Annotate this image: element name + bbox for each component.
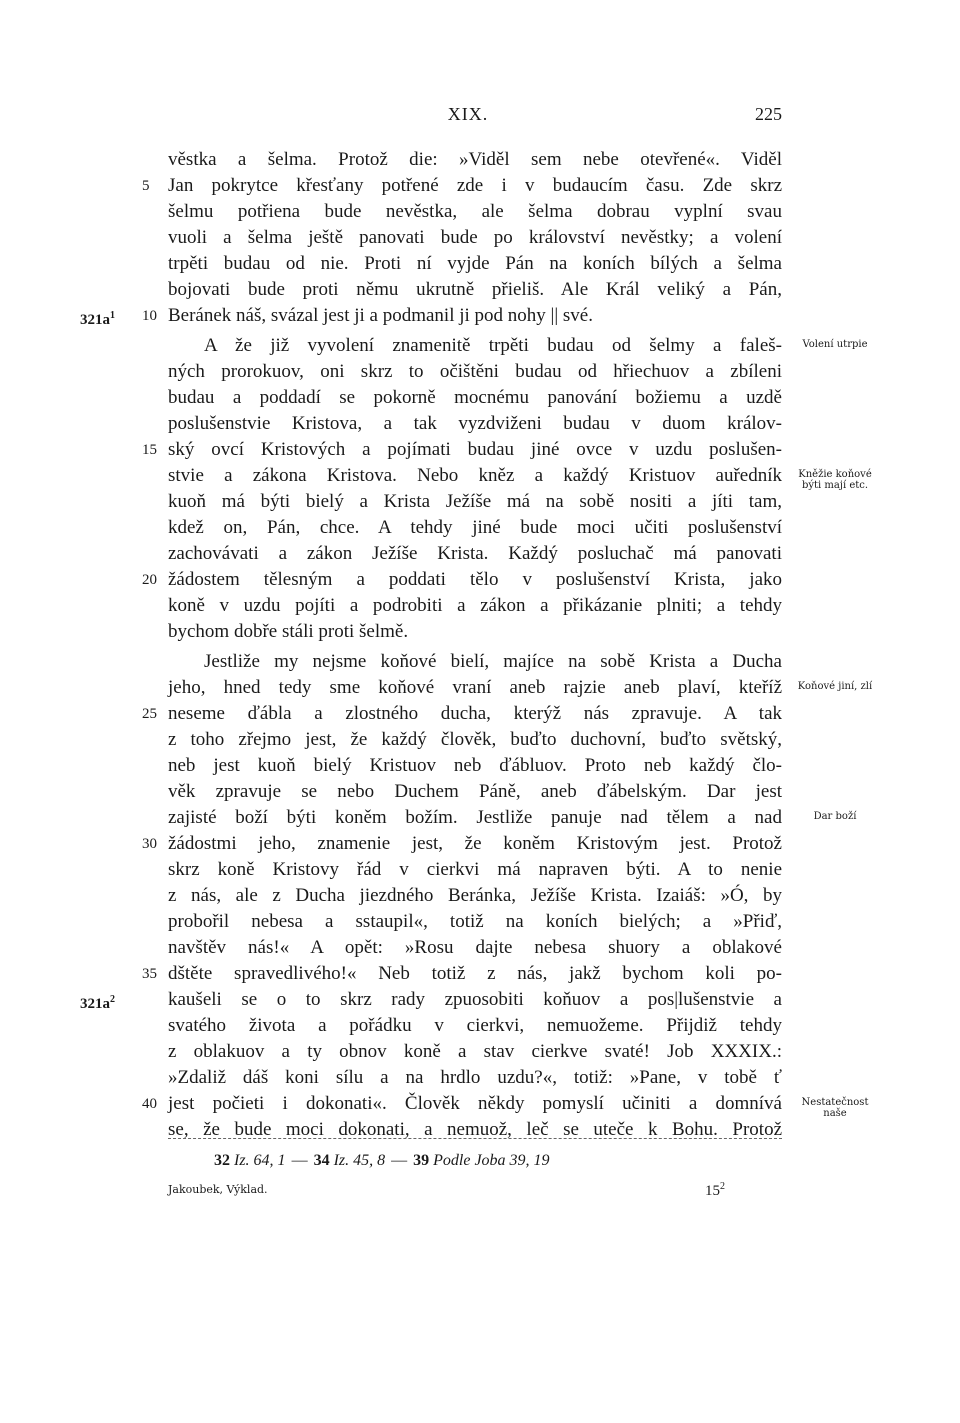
text-line <box>80 987 782 1013</box>
text-line <box>168 1117 782 1143</box>
text-line <box>168 857 782 883</box>
leaf-reference <box>80 987 115 1017</box>
text-line <box>142 701 782 727</box>
text-line <box>168 675 782 701</box>
line-text: žádostem tělesným a poddati tělo v poslušenství Krista, jako <box>168 569 782 590</box>
text-line <box>168 541 782 567</box>
text-line <box>168 727 782 753</box>
line-text: žádostmi jeho, znamenie jest, že koněm Kristovým jest. Protož <box>168 833 782 854</box>
line-number: 15 <box>142 442 157 458</box>
line-text: bychom dobře stáli proti šelmě. <box>168 621 409 642</box>
line-text: Jestliže my nejsme koňové bielí, majíce na sobě Krista a Ducha <box>204 651 782 672</box>
text-line <box>168 935 782 961</box>
line-number: 35 <box>142 966 157 982</box>
line-text: koně v uzdu pojíti a podrobiti a zákon a přikázanie plniti; a tehdy <box>168 595 782 616</box>
sheet-mark-number: 15 <box>705 1183 720 1199</box>
text-line <box>168 649 782 675</box>
footnote-number: 32 <box>214 1152 230 1169</box>
text-line <box>168 333 782 359</box>
line-number: 40 <box>142 1096 157 1112</box>
text-line <box>168 359 782 385</box>
text-line <box>168 385 782 411</box>
leaf-reference-number: 321a <box>80 996 110 1012</box>
text-line <box>168 619 782 645</box>
line-text: věk zpravuje se nebo Duchem Páně, aneb ďábelským. Dar jest <box>168 781 782 802</box>
text-line <box>168 883 782 909</box>
text-line <box>142 173 782 199</box>
line-text: Jan pokrytce křesťany potřené zde i v budaucím času. Zde skrz <box>168 175 782 196</box>
margin-note: Volení utrpie <box>802 339 868 350</box>
margin-note: Kněžie koňové býti mají etc. <box>798 469 872 491</box>
footnote-reference: Iz. 64, 1 <box>234 1152 286 1169</box>
text-line <box>168 199 782 225</box>
footnote-divider <box>168 1138 782 1139</box>
line-text: jeho, hned tedy sme koňové vraní aneb rajzie aneb plaví, kteříž <box>168 677 782 698</box>
line-number: 10 <box>142 308 157 324</box>
chapter-number: XIX. <box>447 104 489 124</box>
text-line <box>168 411 782 437</box>
line-number: 5 <box>142 178 150 194</box>
text-line <box>168 251 782 277</box>
line-text: ský ovcí Kristových a pojímati budau jiné ovce v uzdu poslušen- <box>168 439 782 460</box>
line-number: 30 <box>142 836 157 852</box>
line-text: zachovávati a zákon Ježíše Krista. Každý posluchač má panovati <box>168 543 782 564</box>
text-line <box>168 779 782 805</box>
line-text: neseme ďábla a zlostného ducha, kterýž nás zpravuje. A tak <box>168 703 782 724</box>
line-text: se, že bude moci dokonati, a nemuož, leč se uteče k Bohu. Protož <box>168 1119 782 1140</box>
text-line <box>168 805 782 831</box>
signature-mark: Jakoubek, Výklad. <box>168 1183 268 1196</box>
line-text: trpěti budau od nie. Proti ní vyjde Pán na koních bílých a šelma <box>168 253 782 274</box>
line-text: zajisté boží býti koněm božím. Jestliže panuje nad tělem a nad <box>168 807 782 828</box>
footnote-separator: — <box>291 1152 308 1169</box>
margin-note: Koňové jiní, zlí <box>797 681 873 692</box>
line-text: dštěte spravedlivého!« Neb totiž z nás, jakž bychom koli po- <box>168 963 782 984</box>
text-line <box>142 437 782 463</box>
sheet-mark-sup: 2 <box>720 1181 725 1192</box>
line-text: ných prorokuov, oni skrz to očištěni budau od hřiechuov a zbíleni <box>168 361 782 382</box>
footnote-separator: — <box>391 1152 408 1169</box>
line-text: kaušeli se o to skrz rady zpuosobiti koňuov a pos|lušenstvie a <box>168 989 782 1010</box>
line-text: bojovati bude proti němu ukrutně přieliš. Ale Král veliký a Pán, <box>168 279 782 300</box>
text-line <box>168 489 782 515</box>
line-text: A že již vyvolení znamenitě trpěti budau od šelmy a faleš- <box>204 335 782 356</box>
line-text: neb jest kuoň bielý Kristuov neb ďábluov. Proto neb každý člo- <box>168 755 782 776</box>
line-text: »Zdaliž dáš koni sílu a na hrdlo uzdu?«, totiž: »Pane, v tobě ť <box>168 1067 782 1088</box>
line-text: svatého života a pořádku v cierkvi, nemuožeme. Přijdiž tehdy <box>168 1015 782 1036</box>
line-text: kuoň má býti bielý a Krista Ježíše má na sobě nositi a jíti tam, <box>168 491 782 512</box>
text-line <box>142 831 782 857</box>
footnote-number: 34 <box>313 1152 330 1169</box>
footnote-number: 39 <box>413 1152 430 1169</box>
body-text <box>80 147 782 1143</box>
text-line <box>168 753 782 779</box>
text-line <box>168 225 782 251</box>
page-number: 225 <box>755 104 782 124</box>
text-line <box>168 463 782 489</box>
text-line <box>168 909 782 935</box>
sheet-mark <box>705 1181 725 1200</box>
leaf-reference-sup: 2 <box>110 994 115 1005</box>
line-text: stvie a zákona Kristova. Nebo kněz a každý Kristuov auředník <box>168 465 782 486</box>
line-text: kdež on, Pán, chce. A tehdy jiné bude moci učiti poslušenství <box>168 517 782 538</box>
text-line <box>168 147 782 173</box>
footnote-reference: Iz. 45, 8 <box>333 1152 386 1169</box>
line-text: z nás, ale z Ducha jiezdného Beránka, Ježíše Krista. Izaiáš: »Ó, by <box>168 885 782 906</box>
text-line <box>168 515 782 541</box>
text-line <box>168 593 782 619</box>
line-text: věstka a šelma. Protož die: »Viděl sem nebe otevřené«. Viděl <box>168 149 782 170</box>
footnotes <box>214 1152 550 1170</box>
footnote-reference: Podle Joba 39, 19 <box>433 1152 550 1169</box>
leaf-reference-sup: 1 <box>110 310 115 321</box>
text-line <box>168 277 782 303</box>
text-line <box>168 1065 782 1091</box>
text-line <box>80 303 782 329</box>
line-text: probořil nebesa a sstaupil«, totiž na koních bielých; a »Přiď, <box>168 911 782 932</box>
line-number: 20 <box>142 572 157 588</box>
line-text: budau a poddadí se pokorně mocnému panování božiemu a uzdě <box>168 387 782 408</box>
text-line <box>142 1091 782 1117</box>
leaf-reference-number: 321a <box>80 312 110 328</box>
line-text: Beránek náš, svázal jest ji a podmanil ji pod nohy || své. <box>168 305 593 326</box>
text-line <box>142 567 782 593</box>
line-number: 25 <box>142 706 157 722</box>
line-text: jest počieti i dokonati«. Člověk někdy pomyslí učiniti a domnívá <box>168 1093 782 1114</box>
line-text: z toho zřejmo jest, že každý člověk, buďto duchovní, buďto světský, <box>168 729 782 750</box>
leaf-reference <box>80 303 115 333</box>
line-text: poslušenstvie Kristova, a tak vyzdviženi budau v duom králov- <box>168 413 782 434</box>
text-line <box>168 1039 782 1065</box>
line-text: skrz koně Kristovy řád v cierkvi má napraven býti. A to nenie <box>168 859 782 880</box>
line-text: vuoli a šelma ještě panovati bude po království nevěstky; a volení <box>168 227 782 248</box>
margin-note: Dar boží <box>813 811 857 822</box>
line-text: z oblakuov a ty obnov koně a stav cierkve svaté! Job XXXIX.: <box>168 1041 782 1062</box>
text-line <box>142 961 782 987</box>
line-text: šelmu potřiena bude nevěstka, ale šelma dobrau vyplní svau <box>168 201 782 222</box>
line-text: navštěv nás!« A opět: »Rosu dajte nebesa shuory a oblakové <box>168 937 782 958</box>
margin-note: Nestatečnost naše <box>801 1097 869 1119</box>
text-line <box>168 1013 782 1039</box>
